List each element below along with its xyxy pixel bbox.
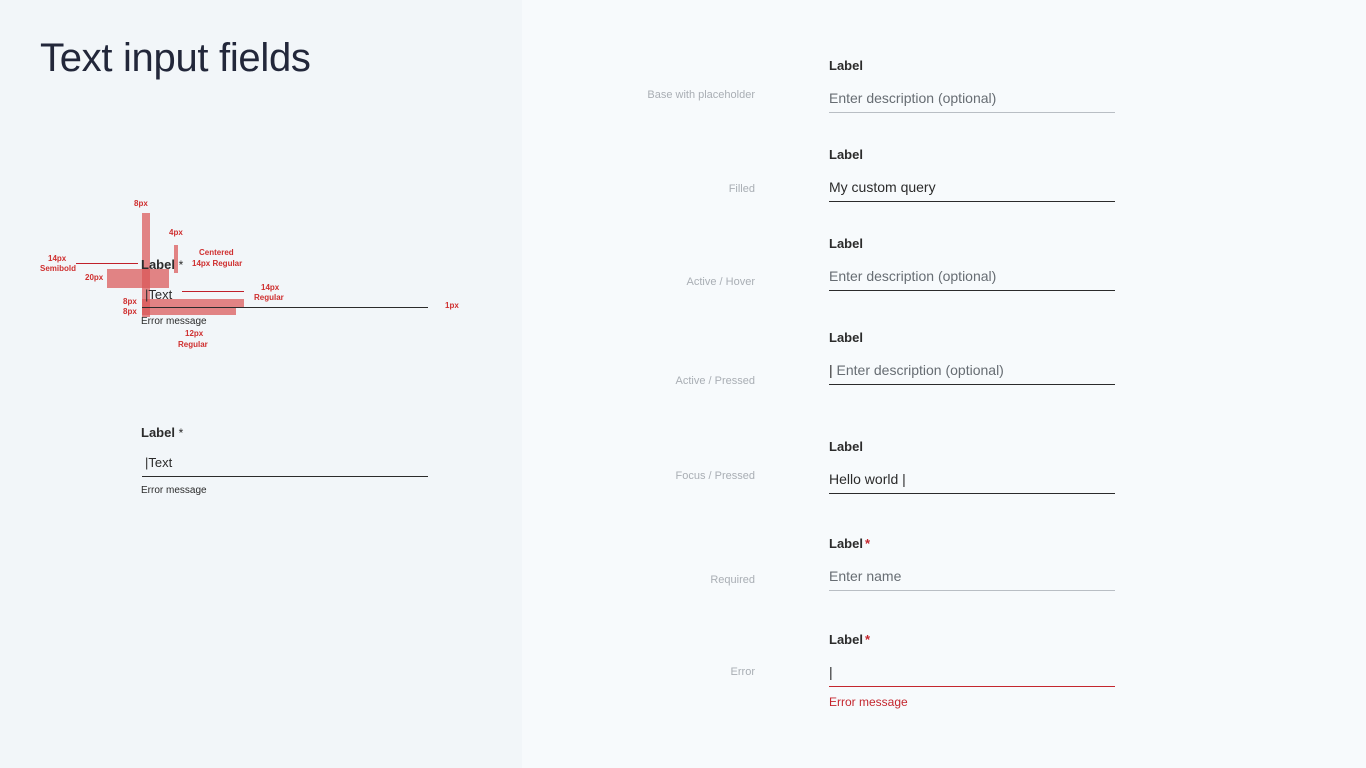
- note-indent: 20px: [85, 273, 104, 282]
- field-label-filled: Label: [829, 147, 863, 162]
- caption-error: Error: [730, 666, 755, 678]
- field-input-hover[interactable]: Enter description (optional): [829, 264, 1115, 291]
- example-label: Label *: [141, 425, 184, 440]
- spec-example-value: |Text: [145, 287, 173, 302]
- spec-example-error: Error message: [141, 316, 207, 327]
- note-top-gap: 8px: [134, 199, 148, 208]
- spec-panel: [0, 0, 522, 768]
- note-centered-2: 14px Regular: [192, 259, 243, 268]
- text-size-leader: [182, 291, 244, 292]
- required-mark: *: [864, 632, 871, 647]
- field-label-hover: Label: [829, 236, 863, 251]
- note-centered-1: Centered: [199, 248, 234, 257]
- caption-base: Base with placeholder: [647, 89, 755, 101]
- note-pad-top: 8px: [123, 297, 137, 306]
- field-input-error[interactable]: [829, 660, 1115, 687]
- caption-hover: Active / Hover: [686, 276, 755, 288]
- example-input[interactable]: |Text: [145, 455, 173, 470]
- example-field: [141, 425, 429, 505]
- error-message: Error message: [829, 695, 908, 709]
- field-label-required: Label *: [829, 536, 871, 551]
- example-underline: [142, 476, 428, 477]
- required-mark: *: [178, 258, 184, 272]
- text-caret: |: [829, 362, 833, 378]
- field-input-pressed[interactable]: [829, 358, 1115, 385]
- caption-pressed: Active / Pressed: [675, 375, 755, 387]
- note-err-size-2: Regular: [178, 340, 208, 349]
- caption-focus: Focus / Pressed: [675, 470, 755, 482]
- spacing-pad-bottom-marker: [142, 308, 236, 315]
- note-border: 1px: [445, 301, 459, 310]
- redline-spec: [0, 0, 522, 768]
- text-caret: |: [829, 664, 833, 680]
- page-title: Text input fields: [40, 36, 311, 80]
- field-label-error: Label *: [829, 632, 871, 647]
- field-label-base: Label: [829, 58, 863, 73]
- note-pad-bottom: 8px: [123, 307, 137, 316]
- note-text-size-2: Regular: [254, 293, 284, 302]
- field-input-focus[interactable]: Hello world |: [829, 467, 1115, 494]
- label-size-leader: [76, 263, 138, 264]
- field-label-pressed: Label: [829, 330, 863, 345]
- required-mark: *: [864, 536, 871, 551]
- note-label-gap: 4px: [169, 228, 183, 237]
- spec-example-label: Label *: [141, 257, 184, 272]
- required-mark: *: [178, 426, 184, 440]
- field-input-required[interactable]: Enter name: [829, 564, 1115, 591]
- field-input-filled[interactable]: My custom query: [829, 175, 1115, 202]
- caption-filled: Filled: [728, 183, 755, 195]
- example-error: Error message: [141, 485, 207, 496]
- caption-required: Required: [710, 574, 755, 586]
- note-err-size-1: 12px: [185, 329, 204, 338]
- field-placeholder-pressed: Enter description (optional): [836, 362, 1004, 378]
- note-label-size-1: 14px: [48, 254, 67, 263]
- input-underline: [142, 307, 428, 308]
- note-text-size-1: 14px: [261, 283, 280, 292]
- field-label-focus: Label: [829, 439, 863, 454]
- field-input-base[interactable]: Enter description (optional): [829, 86, 1115, 113]
- note-label-size-2: Semibold: [40, 264, 77, 273]
